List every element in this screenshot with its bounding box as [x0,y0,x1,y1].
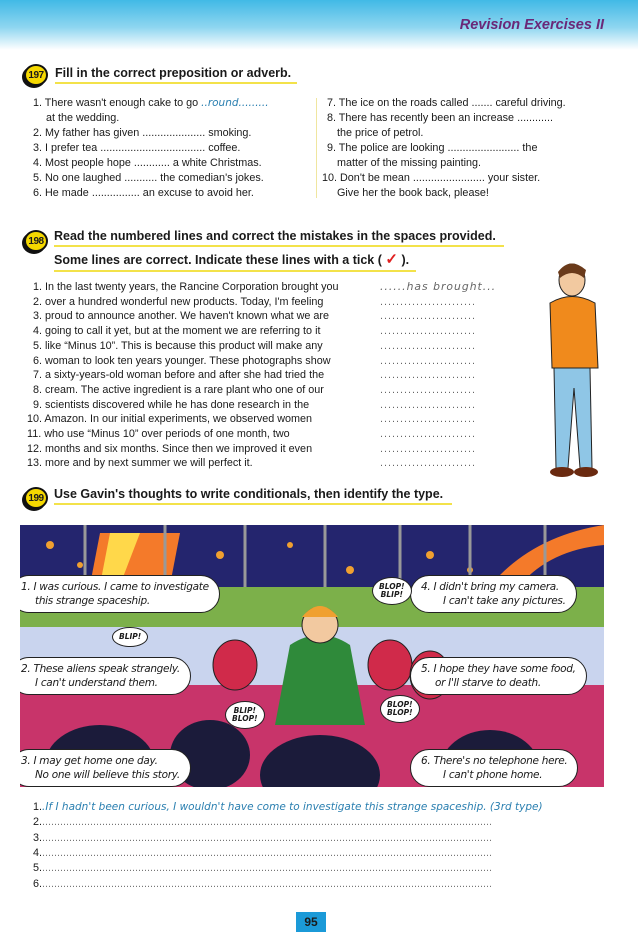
text-line: 1. In the last twenty years, the Rancine Corporation brought you [33,281,339,293]
boy-illustration [520,258,615,483]
answer-field[interactable]: ........................ [380,310,476,323]
sound-effect: BLIP! [112,627,148,647]
line-number: 6. [33,877,43,890]
answer-field[interactable]: ........................ [380,413,476,426]
sound-effect: BLOP! BLIP! [372,577,412,605]
exercise-line: the price of petrol. [337,127,424,139]
text-line: 8. cream. The active ingredient is a rare plant who one of our [33,383,324,396]
text-line: 12. months and six months. Since then we improved it even [27,442,313,455]
answer-field[interactable]: ......has brought... [380,280,497,293]
sample-answer: .If I hadn't been curious, I wouldn't have come to investigate this strange spaceship. (3rd type) [42,801,543,813]
answer-line[interactable] [33,846,492,861]
exercise-line: Give her the book back, please! [337,187,489,199]
answer-field[interactable]: ........................ [380,428,476,440]
text-line: 9. scientists discovered while he has done research in the [33,398,310,411]
text-line: 6. woman to look ten years younger. These photographs show [33,354,331,367]
line-number: 4. [33,846,43,859]
line-number: 3. [33,831,43,844]
exercise-line: 4. Most people hope ............ a white Christmas. [33,157,262,169]
exercise-instruction: Use Gavin's thoughts to write conditionals, then identify the type. [54,487,452,505]
answer-field[interactable]: ........................ [380,369,476,382]
answer-line[interactable] [33,861,492,876]
exercise-line: at the wedding. [46,112,120,124]
exercise-instruction: Read the numbered lines and correct the mistakes in the spaces provided. [54,229,504,247]
answer-field[interactable]: ........................ [380,383,476,396]
answer-field[interactable]: ........................ [380,398,476,411]
text-line: 3. proud to announce another. We haven't known what we are [33,310,329,323]
exercise-line: 8. There has recently been an increase ............ [327,112,554,124]
answer-blank[interactable]: ...................................................................................................................................................... [42,846,492,859]
exercise-instruction: Some lines are correct. Indicate these lines with a tick ( ✓ ). [54,250,416,272]
text-line: 2. over a hundred wonderful new products. Today, I'm feeling [33,295,324,308]
sound-effect: BLOP! BLOP! [380,695,420,723]
answer-blank[interactable]: ...................................................................................................................................................... [42,816,492,829]
thought-bubble-5: 5. I hope they have some food, or I'll starve to death. [410,657,587,695]
exercise-line: 2. My father has given ..................... smoking. [33,127,252,139]
text-line: 4. going to call it yet, but at the moment we are referring to it [33,325,321,338]
thought-bubble-2: 2. These aliens speak strangely. I can't understand them. [20,657,191,695]
answer-line[interactable] [33,815,492,830]
answer-line: 1..If I hadn't been curious, I wouldn't have come to investigate this strange spaceship. (3rd type) [33,801,543,813]
tick-icon: ✓ [385,251,398,268]
answer-blank[interactable]: ...................................................................................................................................................... [42,877,492,890]
exercise-number-badge: 197 [24,64,48,86]
thought-bubble-6: 6. There's no telephone here. I can't phone home. [410,749,578,787]
sound-effect: BLIP! BLOP! [225,701,265,729]
line-number: 5. [33,862,43,875]
exercise-line: 6. He made ................ an excuse to avoid her. [33,187,254,199]
exercise-line: 10. Don't be mean ........................ your sister. [322,172,541,184]
answer-field[interactable]: ........................ [380,354,476,367]
spaceship-scene [20,525,604,787]
exercise-line: 5. No one laughed ........... the comedian's jokes. [33,172,264,184]
page-title: Revision Exercises II [459,17,604,33]
thought-bubble-1: 1. I was curious. I came to investigate this strange spaceship. [20,575,220,613]
answer-field[interactable]: ........................ [380,325,476,338]
answer-field[interactable]: ........................ [380,457,476,470]
exercise-line: 1. There wasn't enough cake to go ..round......... [33,97,269,109]
answer-blank[interactable]: ...................................................................................................................................................... [42,831,492,844]
text-line: 13. more and by next summer we will perfect it. [27,457,253,470]
line-number: 2. [33,816,43,829]
text-line: 5. like “Minus 10”. This is because this product will make any [33,339,323,352]
text-line: 7. a sixty-years-old woman before and after she had tried the [33,369,325,382]
answer-field[interactable]: ........................ [380,339,476,352]
exercise-number-badge: 198 [24,230,48,252]
text-line: 10. Amazon. In our initial experiments, we observed women [27,413,313,426]
cartoon-illustration [20,525,604,787]
thought-bubble-3: 3. I may get home one day. No one will believe this story. [20,749,191,787]
sample-answer: ..round......... [201,97,269,109]
exercise-line: 9. The police are looking ........................ the [327,142,538,154]
thought-bubble-4: 4. I didn't bring my camera. I can't take any pictures. [410,575,577,613]
page-number: 95 [296,912,326,932]
answer-field[interactable]: ........................ [380,442,476,455]
answer-field[interactable]: ........................ [380,295,476,308]
answer-blank[interactable]: ...................................................................................................................................................... [42,862,492,875]
answer-line[interactable] [33,877,492,892]
column-divider [316,98,317,198]
exercise-number-badge: 199 [24,487,48,509]
exercise-line: 7. The ice on the roads called ....... careful driving. [327,97,566,109]
exercise-line: 3. I prefer tea ................................... coffee. [33,142,241,154]
answer-line[interactable] [33,831,492,846]
exercise-instruction: Fill in the correct preposition or adverb. [55,66,297,84]
text-line: 11. who use “Minus 10” over periods of one month, two [27,428,290,440]
exercise-line: matter of the missing painting. [337,157,482,169]
